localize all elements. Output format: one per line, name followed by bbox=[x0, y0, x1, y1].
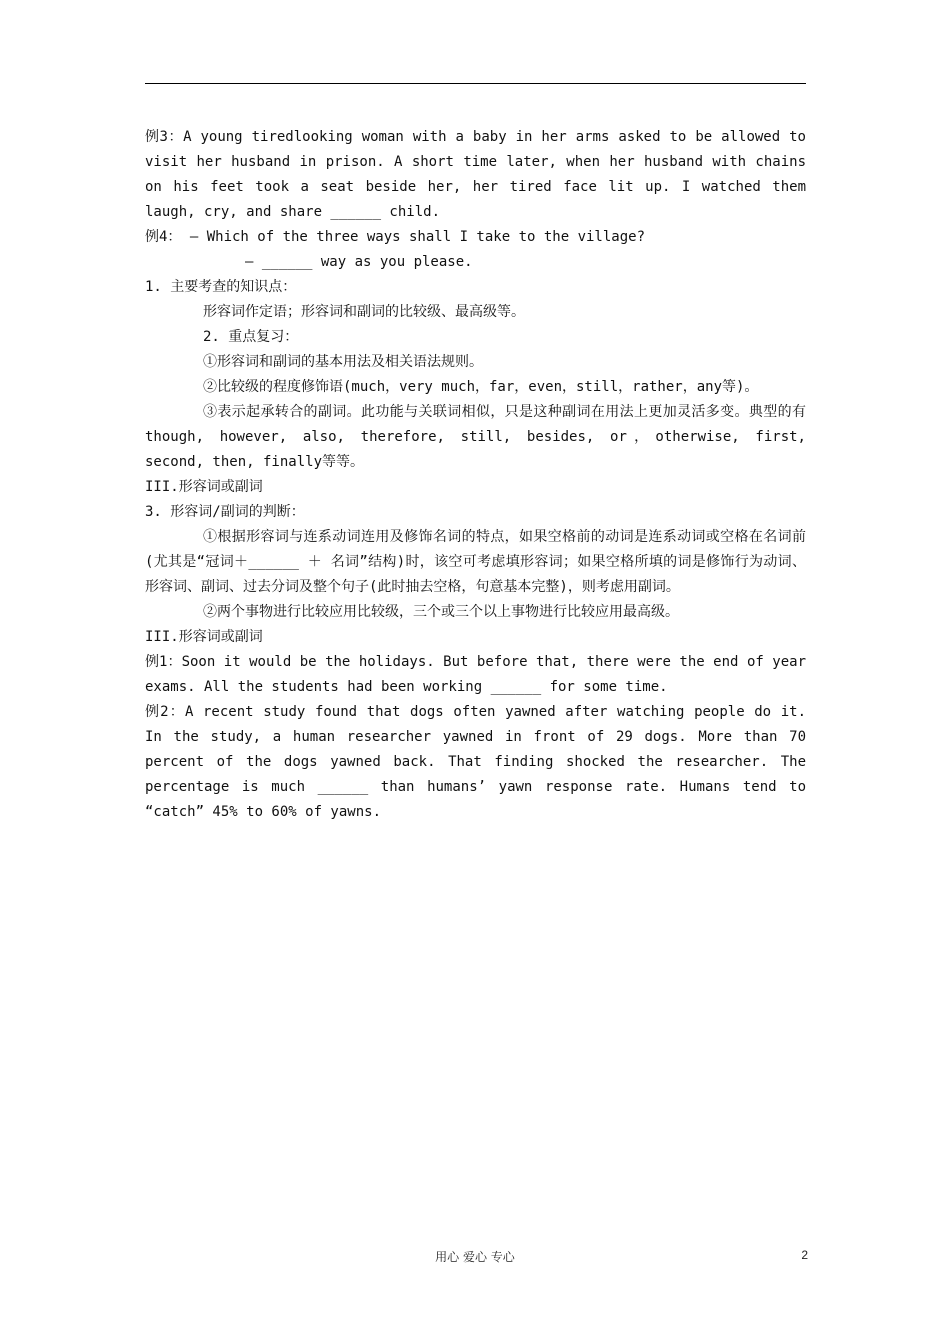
review-item-2: ②比较级的程度修饰语(much，very much，far，even，still，rather，any等)。 bbox=[203, 379, 759, 395]
review-item-3: ③表示起承转合的副词。此功能与关联词相似，只是这种副词在用法上更加灵活多变。典型的有though, however, also, therefore, still, besides, or，otherwise, first, second, then, finally等等。 bbox=[145, 404, 806, 470]
review-item-1: ①形容词和副词的基本用法及相关语法规则。 bbox=[203, 354, 483, 370]
section-heading-adj-adv-2: III.形容词或副词 bbox=[145, 629, 263, 645]
footer-slogan: 用心 爱心 专心 bbox=[435, 1250, 515, 1264]
section-heading-adj-adv: III.形容词或副词 bbox=[145, 479, 263, 495]
document-body bbox=[145, 125, 806, 825]
example-2-paragraph: 例2：A recent study found that dogs often yawned after watching people do it. In the study, a human researcher yawned in front of 29 dogs. More than 70 percent of the dogs yawned back. That finding shocked the researcher. The percentage is much ______ than humans’ yawn response rate. Humans tend to “catch” 45% to 60% of yawns. bbox=[145, 704, 806, 820]
example-3-paragraph: 例3：A young tiredlooking woman with a baby in her arms asked to be allowed to visit her husband in prison. A short time later, when her husband with chains on his feet took a seat beside her, her tired face lit up. I watched them laugh, cry, and share ______ child. bbox=[145, 129, 806, 220]
example-1-paragraph: 例1：Soon it would be the holidays. But before that, there were the end of year exams. All the students had been working ______ for some time. bbox=[145, 654, 806, 695]
judgement-rule-2: ②两个事物进行比较应用比较级，三个或三个以上事物进行比较应用最高级。 bbox=[203, 604, 679, 620]
section-heading-knowledge-points: 1. 主要考查的知识点： bbox=[145, 279, 297, 295]
example-4-question: 例4： — Which of the three ways shall I take to the village? bbox=[145, 229, 646, 245]
example-4-answer: — ______ way as you please. bbox=[245, 254, 473, 270]
judgement-rule-1: ①根据形容词与连系动词连用及修饰名词的特点，如果空格前的动词是连系动词或空格在名词前(尤其是“冠词＋______ ＋ 名词”结构)时，该空可考虑填形容词；如果空格所填的词是修饰行为动词、形容词、副词、过去分词及整个句子(此时抽去空格，句意基本完整)，则考虑用副词。 bbox=[145, 529, 806, 595]
judgement-heading: 3. 形容词/副词的判断： bbox=[145, 504, 305, 520]
page-number: 2 bbox=[801, 1248, 808, 1262]
review-heading: 2. 重点复习： bbox=[203, 329, 299, 345]
knowledge-points-text: 形容词作定语；形容词和副词的比较级、最高级等。 bbox=[203, 304, 525, 320]
header-rule bbox=[145, 83, 806, 84]
